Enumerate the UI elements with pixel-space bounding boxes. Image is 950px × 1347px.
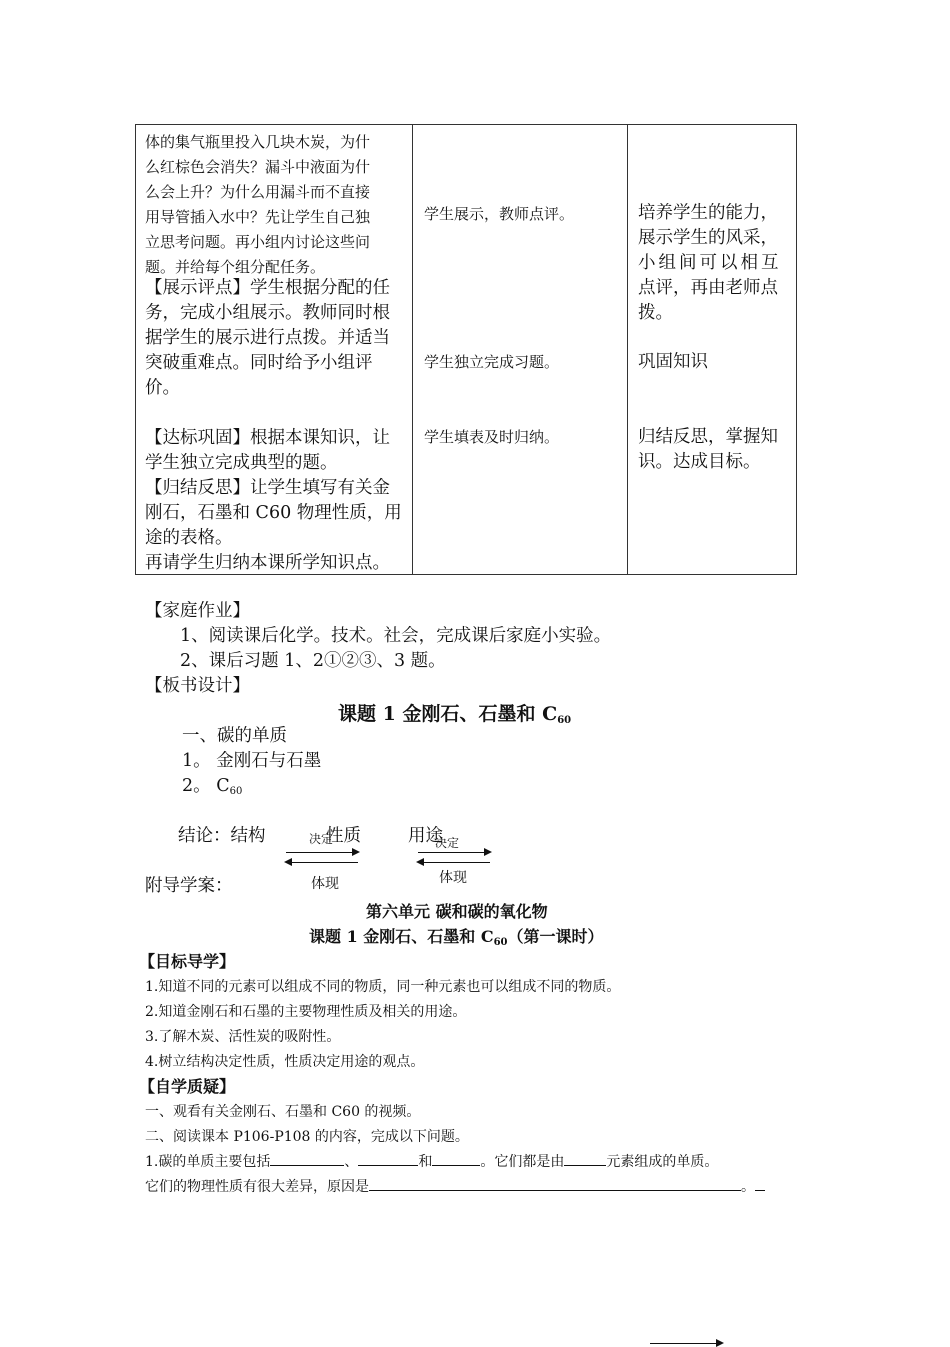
lesson-table	[135, 124, 797, 575]
left-arrow-icon	[418, 862, 490, 863]
activity-line: 题。并给每个组分配任务。	[145, 258, 326, 276]
student-activity: 学生独立完成习题。	[424, 353, 560, 371]
intent-line: 归结反思，掌握知	[638, 427, 778, 447]
table-cell-intent	[628, 125, 797, 575]
activity-line: 学生独立完成典型的题。	[145, 453, 338, 473]
right-arrow-icon	[286, 852, 358, 853]
answer-blank[interactable]	[358, 1151, 418, 1166]
self-study-item: 一、观看有关金刚石、石墨和 C60 的视频。	[145, 1104, 421, 1120]
board-heading: 【板书设计】	[145, 676, 250, 696]
reflects-label: 体现	[439, 870, 467, 886]
activity-line: 体的集气瓶里投入几块木炭，为什	[145, 133, 371, 151]
activity-line: 价。	[145, 378, 180, 398]
intent-line: 展示学生的风采，	[638, 228, 778, 248]
intent-line: 识。达成目标。	[638, 452, 761, 472]
answer-blank[interactable]	[369, 1176, 741, 1191]
underline	[755, 1176, 765, 1191]
board-title: 课题 1 金刚石、石墨和 $C_{60}$	[338, 703, 572, 726]
left-arrow-icon	[286, 862, 358, 863]
decides-label: 决定	[435, 836, 460, 850]
activity-line: 再请学生归纳本课所学知识点。	[145, 553, 390, 573]
intent-line: 小组间可以相互	[638, 253, 782, 273]
self-study-heading: 【自学质疑】	[139, 1077, 236, 1096]
activity-line: 么红棕色会消失？漏斗中液面为什	[145, 158, 371, 176]
activity-line: 刚石，石墨和 C60 物理性质，用	[145, 503, 402, 523]
activity-line: 【归结反思】让学生填写有关金	[145, 478, 390, 498]
intent-line: 点评，再由老师点	[638, 278, 778, 298]
student-activity: 学生填表及时归纳。	[424, 428, 560, 446]
board-line: 1。 金刚石与石墨	[182, 751, 322, 771]
activity-line: 据学生的展示进行点拨。并适当	[145, 328, 390, 348]
lesson-title: 课题 1 金刚石、石墨和 $C_{60}$（第一课时）	[309, 927, 604, 948]
table-cell-student	[413, 125, 628, 575]
right-arrow-icon	[418, 852, 490, 853]
activity-line: 突破重难点。同时给予小组评	[145, 353, 373, 373]
activity-line: 途的表格。	[145, 528, 233, 548]
intent-line: 培养学生的能力，	[638, 203, 778, 223]
activity-line: 用导管插入水中？先让学生自己独	[145, 208, 371, 226]
appendix-label: 附导学案：	[145, 876, 233, 896]
homework-item: 1、阅读课后化学。技术。社会，完成课后家庭小实验。	[180, 626, 612, 646]
intent-line: 巩固知识	[638, 352, 708, 372]
board-line: 2。 $C_{60}$	[182, 776, 243, 797]
answer-blank[interactable]	[564, 1151, 606, 1166]
answer-blank[interactable]	[432, 1151, 480, 1166]
goal-item: 4.树立结构决定性质，性质决定用途的观点。	[145, 1054, 425, 1070]
self-study-item: 二、阅读课本 P106-P108 的内容，完成以下问题。	[145, 1129, 469, 1145]
answer-blank[interactable]	[270, 1151, 344, 1166]
goal-item: 2.知道金刚石和石墨的主要物理性质及相关的用途。	[145, 1004, 467, 1020]
question-1: 1.碳的单质主要包括 、 和 。它们都是由 元素组成的单质。	[145, 1151, 718, 1171]
property-label: 性质	[326, 826, 361, 846]
activity-line: 立思考问题。再小组内讨论这些问	[145, 233, 371, 251]
activity-line: 务，完成小组展示。教师同时根	[145, 303, 390, 323]
homework-item: 2、课后习题 1、2①②③、3 题。	[180, 651, 446, 671]
use-label: 用途	[408, 826, 443, 846]
homework-heading: 【家庭作业】	[145, 601, 250, 621]
unit-title: 第六单元 碳和碳的氧化物	[366, 902, 548, 921]
decides-label: 决定	[309, 832, 334, 846]
student-activity: 学生展示，教师点评。	[424, 205, 575, 223]
board-line: 一、碳的单质	[182, 726, 287, 746]
reflects-label: 体现	[311, 876, 339, 892]
goal-item: 3.了解木炭、活性炭的吸附性。	[145, 1029, 341, 1045]
activity-line: 【展示评点】学生根据分配的任	[145, 278, 390, 298]
goal-item: 1.知道不同的元素可以组成不同的物质，同一种元素也可以组成不同的物质。	[145, 979, 621, 995]
activity-line: 【达标巩固】根据本课知识，让	[145, 428, 390, 448]
intent-line: 拨。	[638, 303, 673, 323]
goals-heading: 【目标导学】	[139, 952, 236, 971]
conclusion-label: 结论：结构	[178, 826, 266, 846]
question-2: 它们的物理性质有很大差异，原因是 。	[145, 1176, 765, 1196]
activity-line: 么会上升？为什么用漏斗而不直接	[145, 183, 371, 201]
table-cell-activities	[136, 125, 413, 575]
